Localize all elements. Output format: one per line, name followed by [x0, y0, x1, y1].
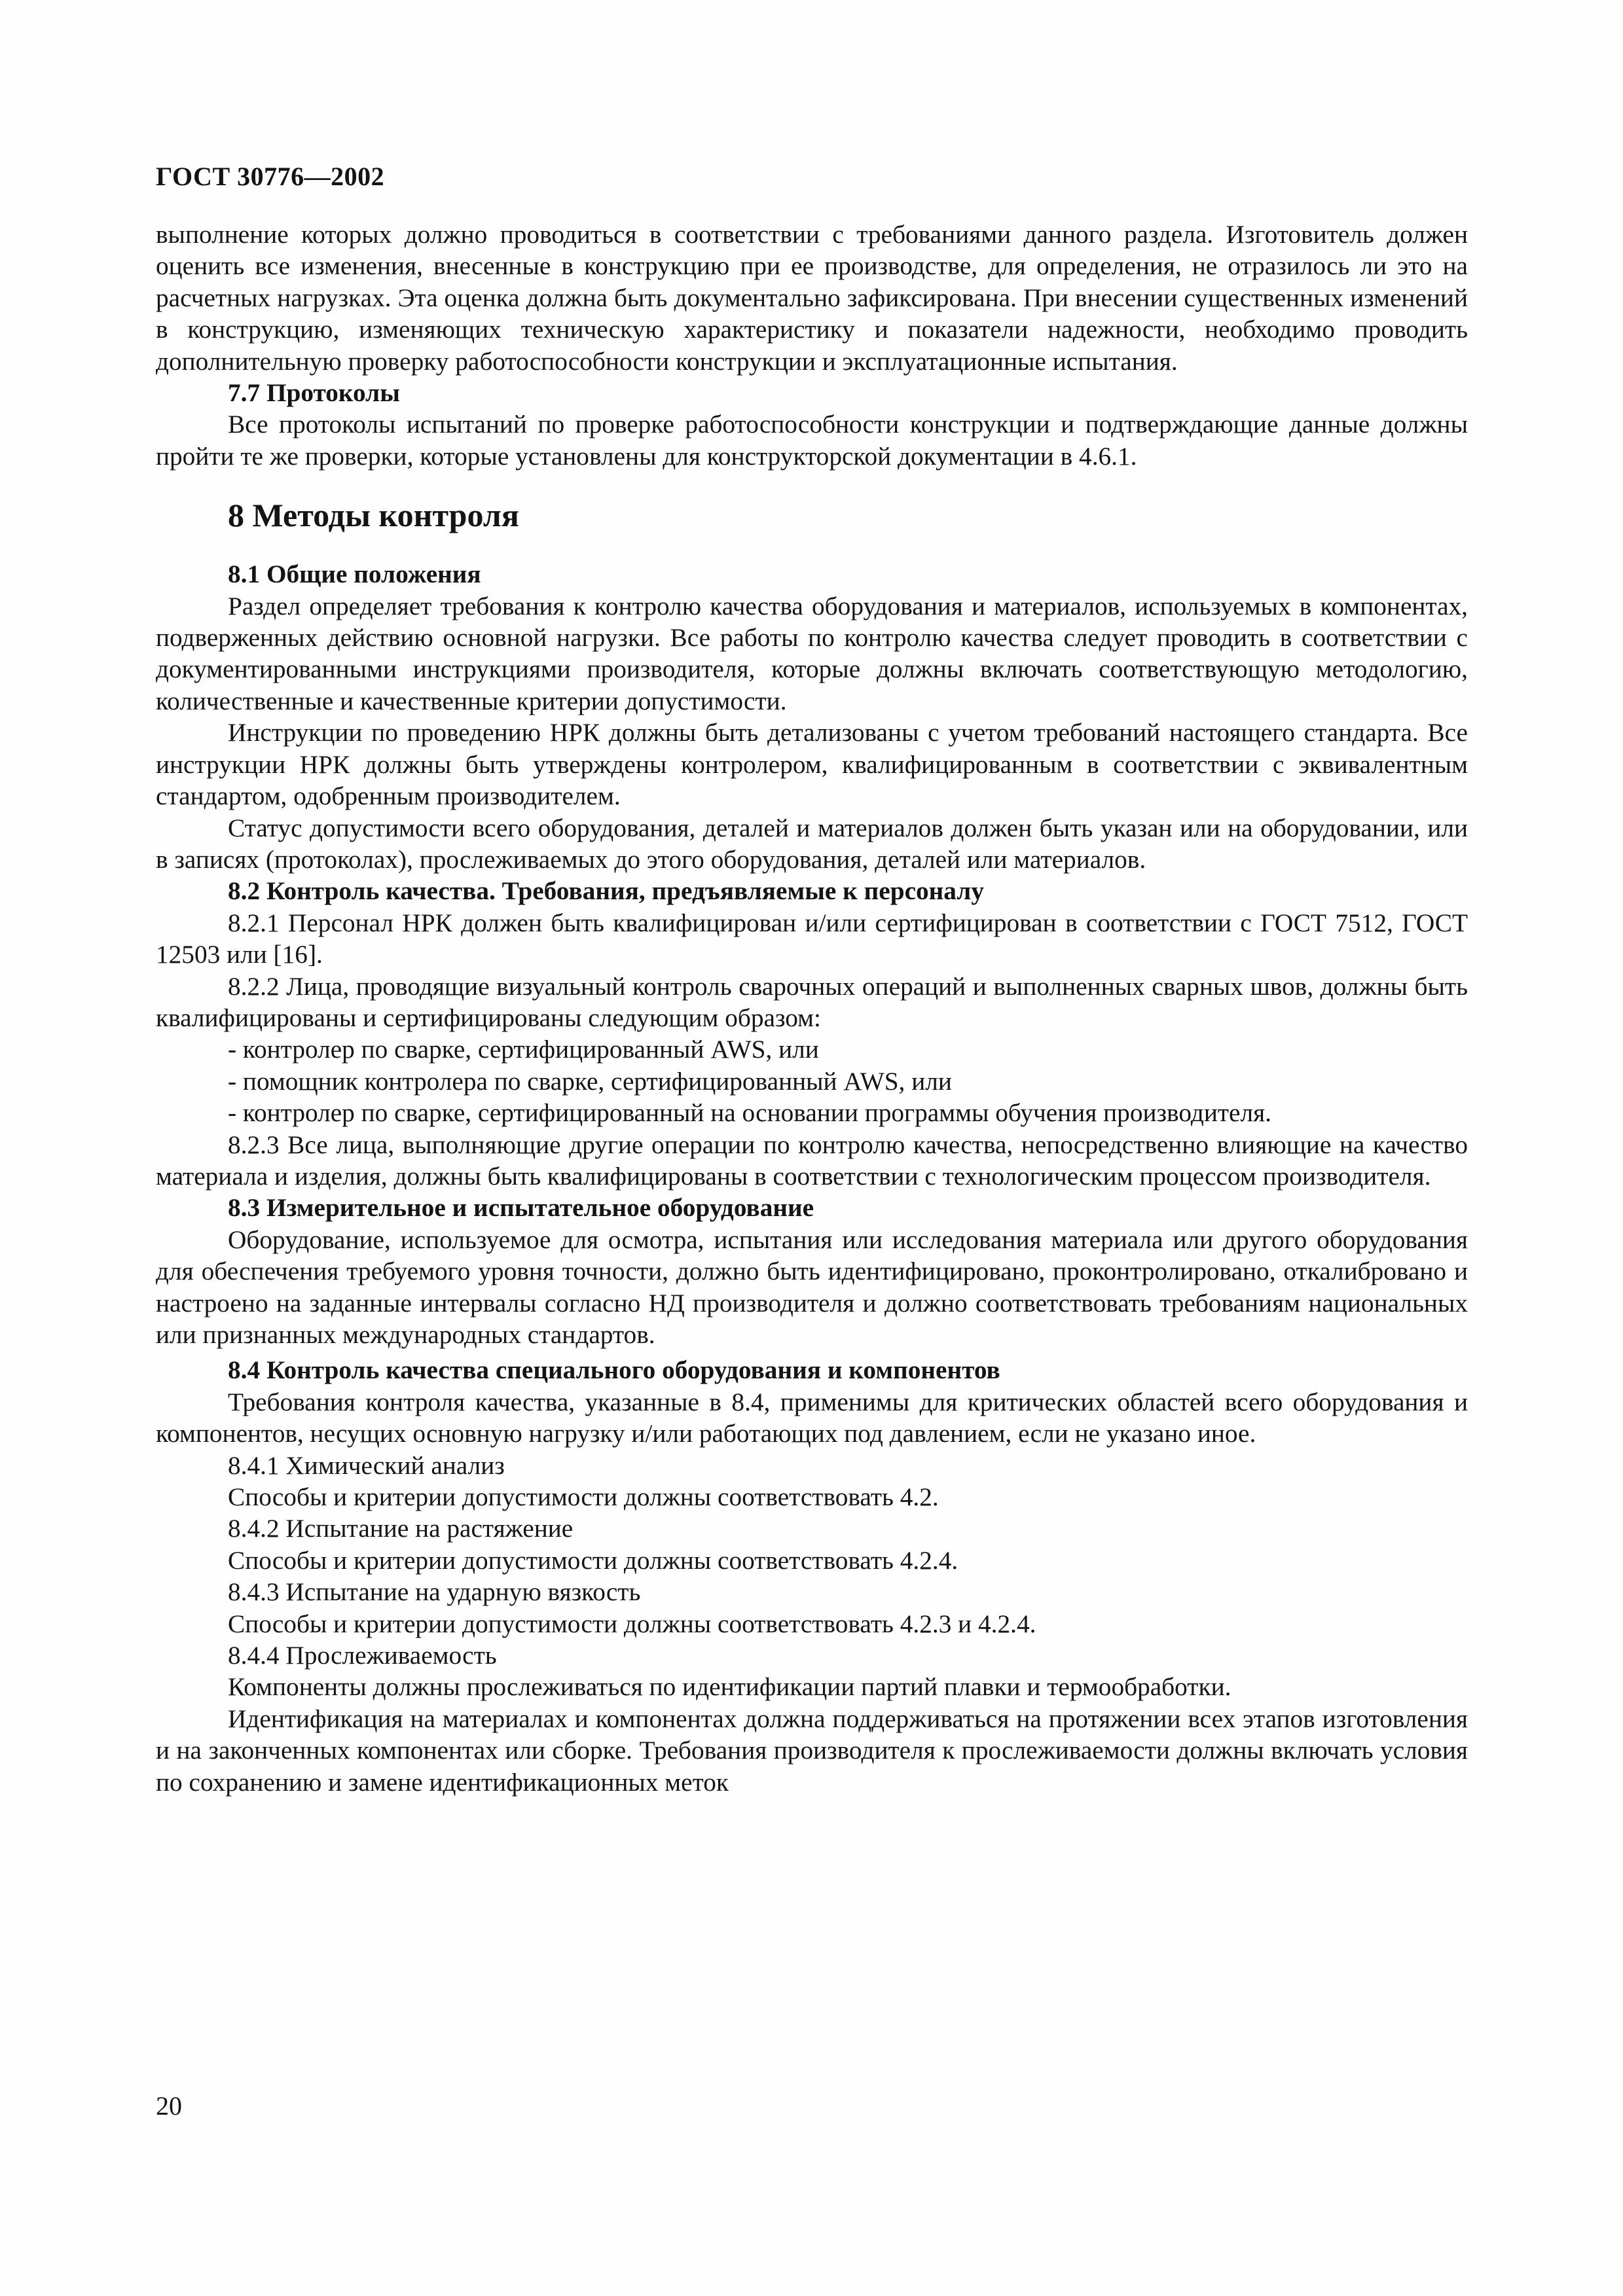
- paragraph: 8.2.2 Лица, проводящие визуальный контроль сварочных операций и выполненных сварных швов, должны быть квалифицированы и сертифицированы следующим образом:: [156, 971, 1468, 1032]
- paragraph: Раздел определяет требования к контролю качества оборудования и материалов, используемых в компонентах, подверженных действию основной нагрузки. Все работы по контролю качества следует проводить в соответствии с документированными инструкциями производителя, которые должны включать соответствующую методологию, количественные и качественные критерии допустимости.: [156, 591, 1468, 715]
- clause-text: Способы и критерии допустимости должны соответствовать 4.2.: [228, 1482, 939, 1512]
- paragraph: Статус допустимости всего оборудования, деталей и материалов должен быть указан или на оборудовании, или в записях (протоколах), прослеживаемых до этого оборудования, деталей или материалов.: [156, 813, 1468, 874]
- clause-title: 8.4.2 Испытание на растяжение: [228, 1514, 574, 1543]
- paragraph: Инструкции по проведению НРК должны быть детализованы с учетом требований настоящего стандарта. Все инструкции НРК должны быть утверждены контролером, квалифицированным в соответствии с эквивалентным стандартом, одобренным производителем.: [156, 718, 1468, 811]
- section-heading-8: 8 Методы контроля: [228, 497, 519, 534]
- subsection-heading-8-3: 8.3 Измерительное и испытательное оборудование: [228, 1193, 814, 1223]
- paragraph: Требования контроля качества, указанные в 8.4, применимы для критических областей всего оборудования и компонентов, несущих основную нагрузку и/или работающих под давлением, если не указано иное.: [156, 1387, 1468, 1448]
- paragraph-continuation: выполнение которых должно проводиться в соответствии с требованиями данного раздела. Изготовитель должен оценить все изменения, внесенные в конструкцию при ее производстве, для определения, не отразилось ли это на расчетных нагрузках. Эта оценка должна быть документально зафиксирована. При внесении существенных изменений в конструкцию, изменяющих техническую характеристику и показатели надежности, необходимо проводить дополнительную проверку работоспособности конструкции и эксплуатационные испытания.: [156, 220, 1468, 376]
- clause-title: 8.4.4 Прослеживаемость: [228, 1641, 497, 1670]
- clause-title: 8.4.3 Испытание на ударную вязкость: [228, 1577, 641, 1607]
- subsection-heading-8-2: 8.2 Контроль качества. Требования, предъявляемые к персоналу: [228, 876, 984, 906]
- page-number: 20: [156, 2091, 182, 2121]
- paragraph: Идентификация на материалах и компонентах должна поддерживаться на протяжении всех этапов изготовления и на законченных компонентах или сборке. Требования производителя к прослеживаемости должны включать условия по сохранению и замене идентификационных меток: [156, 1704, 1468, 1797]
- clause-text: Способы и критерии допустимости должны соответствовать 4.2.3 и 4.2.4.: [228, 1609, 1036, 1638]
- clause-text: Способы и критерии допустимости должны соответствовать 4.2.4.: [228, 1545, 958, 1575]
- list-item: - контролер по сварке, сертифицированный на основании программы обучения производителя.: [228, 1098, 1271, 1128]
- paragraph: Все протоколы испытаний по проверке работоспособности конструкции и подтверждающие данные должны пройти те же проверки, которые установлены для конструкторской документации в 4.6.1.: [156, 410, 1468, 471]
- list-item: - помощник контролера по сварке, сертифицированный AWS, или: [228, 1066, 952, 1096]
- clause-title: 8.4.1 Химический анализ: [228, 1450, 505, 1480]
- paragraph: Оборудование, используемое для осмотра, испытания или исследования материала или другого оборудования для обеспечения требуемого уровня точности, должно быть идентифицировано, проконтролировано, откалибровано и настроено на заданные интервалы согласно НД производителя и должно соответствовать требованиям национальных или признанных международных стандартов.: [156, 1225, 1468, 1349]
- subsection-heading-7-7: 7.7 Протоколы: [228, 378, 400, 408]
- paragraph: 8.2.1 Персонал НРК должен быть квалифицирован и/или сертифицирован в соответствии с ГОСТ 7512, ГОСТ 12503 или [16].: [156, 908, 1468, 969]
- document-header: ГОСТ 30776—2002: [156, 162, 385, 191]
- document-body: [156, 219, 1468, 1798]
- subsection-heading-8-1: 8.1 Общие положения: [228, 560, 481, 589]
- clause-text: Компоненты должны прослеживаться по идентификации партий плавки и термообработки.: [228, 1672, 1231, 1702]
- paragraph: 8.2.3 Все лица, выполняющие другие операции по контролю качества, непосредственно влияющие на качество материала и изделия, должны быть квалифицированы в соответствии с технологическим процессом производителя.: [156, 1130, 1468, 1191]
- subsection-heading-8-4: 8.4 Контроль качества специального оборудования и компонентов: [228, 1355, 1000, 1385]
- list-item: - контролер по сварке, сертифицированный AWS, или: [228, 1035, 819, 1064]
